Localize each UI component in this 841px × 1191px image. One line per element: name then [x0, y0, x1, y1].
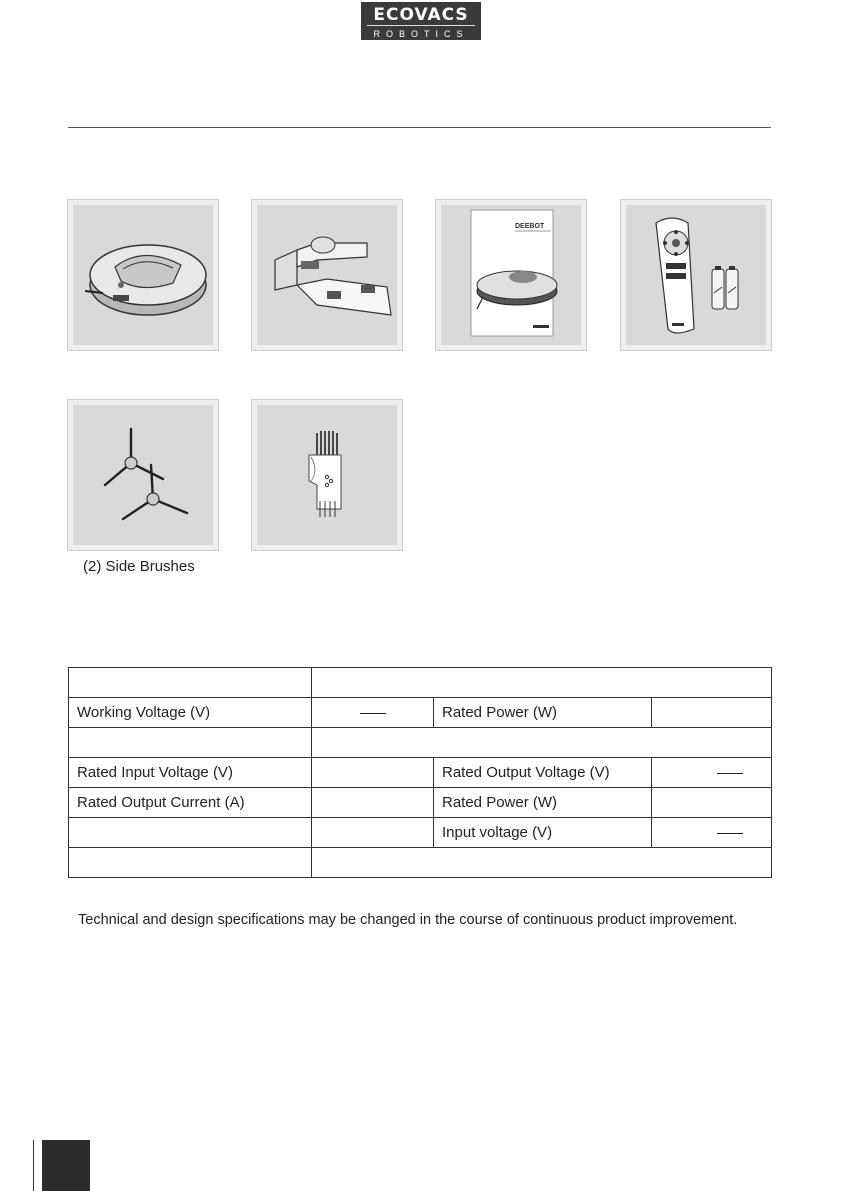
table-cell: [652, 698, 772, 728]
batteries-icon: [712, 266, 738, 309]
table-cell: [312, 818, 434, 848]
table-cell: [69, 668, 312, 698]
margin-line: [33, 1140, 34, 1191]
package-item-cleaning-tool: [252, 400, 402, 550]
table-cell: [652, 758, 772, 788]
table-row: [69, 788, 772, 818]
table-cell: [312, 848, 772, 878]
package-item-side-brushes: [68, 400, 218, 550]
package-item-dock: [252, 200, 402, 350]
table-cell-label: Rated Output Current (A): [69, 788, 312, 818]
dc-symbol-icon: [717, 833, 743, 834]
table-cell: [652, 788, 772, 818]
table-row: [69, 728, 772, 758]
table-cell: [69, 848, 312, 878]
table-cell-label: Rated Power (W): [434, 788, 652, 818]
table-row: [69, 818, 772, 848]
table-cell: [312, 758, 434, 788]
table-cell: [69, 818, 312, 848]
package-item-manual: [436, 200, 586, 350]
package-item-robot: [68, 200, 218, 350]
table-cell-label: Input voltage (V): [434, 818, 652, 848]
cleaning-brush-icon: [257, 405, 397, 545]
logo-brand: ECOVACS: [367, 2, 475, 26]
specification-table: [68, 667, 772, 878]
table-cell-label: Rated Output Voltage (V): [434, 758, 652, 788]
dc-symbol-icon: [717, 773, 743, 774]
table-row: [69, 758, 772, 788]
table-row: [69, 668, 772, 698]
table-row: [69, 848, 772, 878]
remote-control-icon: [626, 205, 766, 345]
table-cell: [312, 788, 434, 818]
side-brushes-icon: [73, 405, 213, 545]
table-cell: [312, 668, 772, 698]
charging-dock-icon: [257, 205, 397, 345]
specification-note: Technical and design specifications may be changed in the course of continuous product improvement.: [78, 912, 738, 928]
table-cell-label: Rated Input Voltage (V): [69, 758, 312, 788]
page-tab: [42, 1140, 90, 1191]
package-item-remote: [621, 200, 771, 350]
table-cell: [652, 818, 772, 848]
instruction-manual-icon: [441, 205, 581, 345]
dc-symbol-icon: [360, 713, 386, 714]
side-brushes-caption: (2) Side Brushes: [83, 558, 195, 575]
header-divider: [68, 127, 771, 128]
table-cell: [312, 728, 772, 758]
table-cell: [69, 728, 312, 758]
table-cell-label: Rated Power (W): [434, 698, 652, 728]
ecovacs-logo: [361, 2, 481, 40]
table-cell-label: Working Voltage (V): [69, 698, 312, 728]
logo-tagline: ROBOTICS: [373, 29, 469, 39]
manual-cover-brand: DEEBOT: [515, 223, 545, 230]
robot-vacuum-icon: [73, 205, 213, 345]
table-row: [69, 698, 772, 728]
table-cell: [312, 698, 434, 728]
